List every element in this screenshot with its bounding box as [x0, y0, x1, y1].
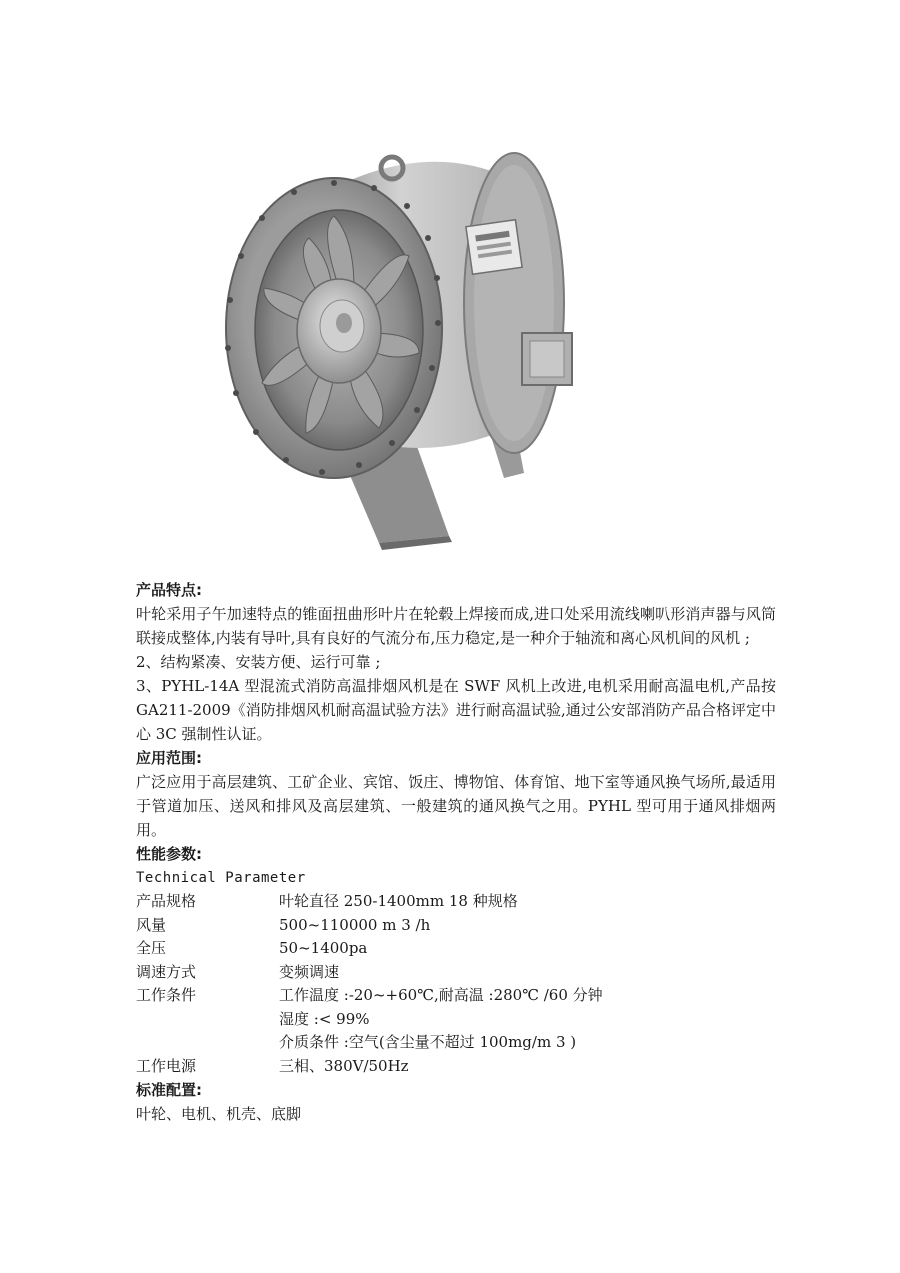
feature-item: 3、PYHL-14A 型混流式消防高温排烟风机是在 SWF 风机上改进,电机采用耐高温电机,产品按 GA211-2009《消防排烟风机耐高温试验方法》进行耐高温试验,通过公安部消防产品合格评定中心 3C 强制性认证。	[136, 677, 776, 743]
performance-subtitle: Technical Parameter	[136, 870, 306, 886]
application-heading: 应用范围:	[136, 749, 202, 767]
feature-item: 2、结构紧凑、安装方便、运行可靠 ;	[136, 653, 381, 671]
spec-key: 工作电源	[136, 1056, 197, 1075]
spec-key: 工作条件	[136, 986, 197, 1004]
features-heading: 产品特点:	[136, 581, 202, 599]
spec-row	[136, 961, 603, 985]
spec-value: 湿度 :< 99%	[279, 1009, 370, 1028]
spec-value: 500~110000 m 3 /h	[279, 915, 431, 934]
spec-value: 叶轮直径 250-1400mm 18 种规格	[279, 892, 518, 910]
spec-key: 全压	[136, 939, 167, 957]
spec-row	[136, 890, 603, 914]
spec-row	[136, 1055, 603, 1079]
spec-value: 工作温度 :-20~+60℃,耐高温 :280℃ /60 分钟	[279, 986, 603, 1004]
spec-row	[136, 1031, 603, 1055]
spec-value: 50~1400pa	[279, 939, 368, 957]
standard-heading: 标准配置:	[136, 1081, 202, 1099]
spec-key: 调速方式	[136, 962, 197, 981]
spec-table	[136, 890, 603, 1078]
spec-row	[136, 914, 603, 938]
spec-value: 介质条件 :空气(含尘量不超过 100mg/m 3 )	[279, 1033, 577, 1051]
spec-row	[136, 984, 603, 1008]
spec-row	[136, 1008, 603, 1032]
spec-key	[136, 1008, 279, 1032]
spec-row	[136, 937, 603, 961]
application-text: 广泛应用于高层建筑、工矿企业、宾馆、饭庄、博物馆、体育馆、地下室等通风换气场所,最适用于管道加压、送风和排风及高层建筑、一般建筑的通风换气之用。PYHL 型可用于通风排烟两用。	[136, 773, 776, 839]
feature-item: 叶轮采用子午加速特点的锥面扭曲形叶片在轮毂上焊接而成,进口处采用流线喇叭形消声器与风筒联接成整体,内装有导叶,具有良好的气流分布,压力稳定,是一种介于轴流和离心风机间的风机 ;	[136, 605, 776, 647]
spec-value: 变频调速	[279, 962, 340, 981]
spec-key	[136, 1031, 279, 1055]
spec-key: 风量	[136, 915, 167, 934]
product-description	[136, 578, 776, 1126]
standard-text: 叶轮、电机、机壳、底脚	[136, 1105, 302, 1123]
performance-heading: 性能参数:	[136, 845, 202, 863]
fan-product-photo	[214, 138, 594, 558]
spec-value: 三相、380V/50Hz	[279, 1056, 409, 1075]
spec-key: 产品规格	[136, 892, 197, 910]
